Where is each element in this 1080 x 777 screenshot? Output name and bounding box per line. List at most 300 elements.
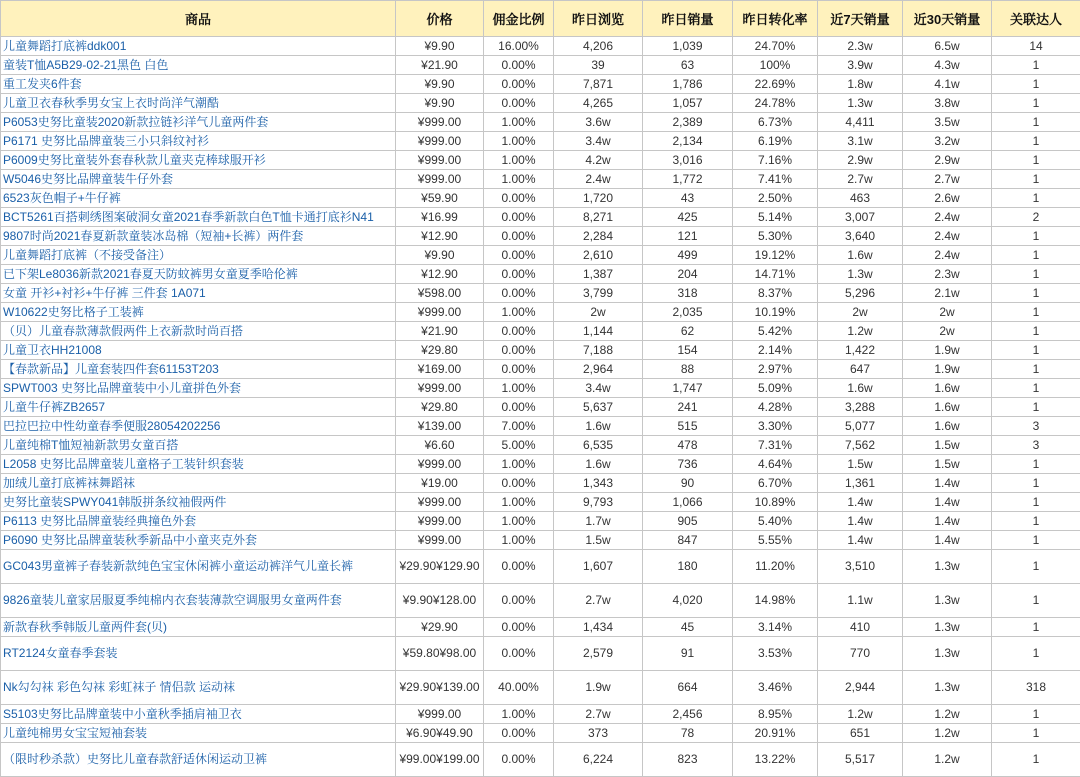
commission-cell: 0.00% xyxy=(484,208,554,227)
sales-7d-cell: 5,296 xyxy=(818,284,903,303)
commission-cell: 40.00% xyxy=(484,671,554,705)
sales-7d-cell: 1.3w xyxy=(818,265,903,284)
influencers-cell: 1 xyxy=(992,189,1080,208)
product-name-cell xyxy=(1,56,396,75)
commission-cell: 0.00% xyxy=(484,637,554,671)
views-cell: 3.6w xyxy=(554,113,643,132)
views-cell: 4,265 xyxy=(554,94,643,113)
product-link[interactable]: Nk勾勾袜 彩色勾袜 彩虹袜子 情侣款 运动袜 xyxy=(3,680,235,694)
product-name-cell xyxy=(1,531,396,550)
header-sales[interactable]: 昨日销量 xyxy=(643,1,733,37)
commission-cell: 0.00% xyxy=(484,360,554,379)
product-link[interactable]: P6113 史努比品牌童装经典撞色外套 xyxy=(3,514,196,528)
product-name-cell xyxy=(1,227,396,246)
table-row xyxy=(1,208,1080,227)
table-row xyxy=(1,455,1080,474)
sales-30d-cell: 1.2w xyxy=(903,724,992,743)
product-link[interactable]: SPWT003 史努比品牌童装中小儿童拼色外套 xyxy=(3,381,241,395)
views-cell: 2w xyxy=(554,303,643,322)
sales-cell: 823 xyxy=(643,743,733,777)
table-row xyxy=(1,56,1080,75)
sales-7d-cell: 1.2w xyxy=(818,705,903,724)
commission-cell: 0.00% xyxy=(484,246,554,265)
product-name-cell xyxy=(1,75,396,94)
price-cell: ¥999.00 xyxy=(396,303,484,322)
sales-cell: 1,786 xyxy=(643,75,733,94)
sales-30d-cell: 2.7w xyxy=(903,170,992,189)
commission-cell: 0.00% xyxy=(484,618,554,637)
commission-cell: 1.00% xyxy=(484,531,554,550)
sales-7d-cell: 2w xyxy=(818,303,903,322)
sales-30d-cell: 2.4w xyxy=(903,227,992,246)
commission-cell: 1.00% xyxy=(484,379,554,398)
views-cell: 4.2w xyxy=(554,151,643,170)
sales-30d-cell: 3.5w xyxy=(903,113,992,132)
product-name-cell xyxy=(1,724,396,743)
commission-cell: 1.00% xyxy=(484,303,554,322)
product-link[interactable]: GC043男童裤子春装新款纯色宝宝休闲裤小童运动裤洋气儿童长裤 xyxy=(3,559,353,573)
sales-cell: 88 xyxy=(643,360,733,379)
sales-cell: 1,747 xyxy=(643,379,733,398)
commission-cell: 0.00% xyxy=(484,474,554,493)
price-cell: ¥999.00 xyxy=(396,455,484,474)
sales-30d-cell: 1.6w xyxy=(903,417,992,436)
price-cell: ¥9.90 xyxy=(396,94,484,113)
sales-30d-cell: 1.3w xyxy=(903,637,992,671)
conversion-cell: 24.70% xyxy=(733,37,818,56)
conversion-cell: 6.19% xyxy=(733,132,818,151)
commission-cell: 0.00% xyxy=(484,322,554,341)
product-name-cell xyxy=(1,37,396,56)
price-cell: ¥21.90 xyxy=(396,322,484,341)
influencers-cell: 1 xyxy=(992,724,1080,743)
conversion-cell: 3.14% xyxy=(733,618,818,637)
sales-cell: 90 xyxy=(643,474,733,493)
price-cell: ¥999.00 xyxy=(396,705,484,724)
price-cell: ¥9.90¥128.00 xyxy=(396,584,484,618)
conversion-cell: 100% xyxy=(733,56,818,75)
views-cell: 5,637 xyxy=(554,398,643,417)
price-cell: ¥29.90 xyxy=(396,618,484,637)
header-commission[interactable]: 佣金比例 xyxy=(484,1,554,37)
table-row xyxy=(1,265,1080,284)
views-cell: 1,720 xyxy=(554,189,643,208)
price-cell: ¥999.00 xyxy=(396,170,484,189)
table-row xyxy=(1,417,1080,436)
table-row xyxy=(1,322,1080,341)
table-row xyxy=(1,474,1080,493)
influencers-cell: 1 xyxy=(992,246,1080,265)
views-cell: 1.9w xyxy=(554,671,643,705)
commission-cell: 0.00% xyxy=(484,398,554,417)
sales-30d-cell: 1.3w xyxy=(903,618,992,637)
product-link[interactable]: P6171 史努比品牌童装三小只斜纹衬衫 xyxy=(3,134,209,148)
product-name-cell xyxy=(1,417,396,436)
sales-30d-cell: 1.4w xyxy=(903,512,992,531)
sales-cell: 154 xyxy=(643,341,733,360)
table-row xyxy=(1,671,1080,705)
sales-7d-cell: 1.5w xyxy=(818,455,903,474)
product-link[interactable]: P6090 史努比品牌童装秋季新品中小童夹克外套 xyxy=(3,533,257,547)
product-link[interactable]: 史努比童装SPWY041韩版拼条纹袖假两件 xyxy=(3,495,226,509)
product-name-cell xyxy=(1,341,396,360)
sales-cell: 2,389 xyxy=(643,113,733,132)
product-name-cell xyxy=(1,493,396,512)
conversion-cell: 8.37% xyxy=(733,284,818,303)
influencers-cell: 1 xyxy=(992,75,1080,94)
sales-7d-cell: 1,422 xyxy=(818,341,903,360)
table-row xyxy=(1,705,1080,724)
influencers-cell: 1 xyxy=(992,227,1080,246)
product-link[interactable]: RT2124女童春季套装 xyxy=(3,646,117,660)
conversion-cell: 5.14% xyxy=(733,208,818,227)
table-row xyxy=(1,379,1080,398)
influencers-cell: 1 xyxy=(992,743,1080,777)
product-name-cell xyxy=(1,705,396,724)
sales-7d-cell: 3,007 xyxy=(818,208,903,227)
influencers-cell: 1 xyxy=(992,341,1080,360)
price-cell: ¥59.80¥98.00 xyxy=(396,637,484,671)
sales-30d-cell: 1.2w xyxy=(903,743,992,777)
views-cell: 2.4w xyxy=(554,170,643,189)
sales-7d-cell: 5,517 xyxy=(818,743,903,777)
table-row xyxy=(1,94,1080,113)
product-link[interactable]: 女童 开衫+衬衫+牛仔裤 三件套 1A071 xyxy=(3,286,206,300)
commission-cell: 0.00% xyxy=(484,265,554,284)
sales-7d-cell: 651 xyxy=(818,724,903,743)
price-cell: ¥999.00 xyxy=(396,379,484,398)
sales-7d-cell: 2.7w xyxy=(818,170,903,189)
price-cell: ¥12.90 xyxy=(396,227,484,246)
product-link[interactable]: W10622史努比格子工装裤 xyxy=(3,305,144,319)
sales-30d-cell: 2w xyxy=(903,322,992,341)
commission-cell: 0.00% xyxy=(484,743,554,777)
sales-7d-cell: 1,361 xyxy=(818,474,903,493)
sales-30d-cell: 2.1w xyxy=(903,284,992,303)
product-name-cell xyxy=(1,284,396,303)
conversion-cell: 24.78% xyxy=(733,94,818,113)
product-link[interactable]: BCT5261百搭刺绣图案破洞女童2021春季新款白色T恤卡通打底衫N41 xyxy=(3,210,374,224)
views-cell: 1.5w xyxy=(554,531,643,550)
product-link[interactable]: 【春款新品】儿童套装四件套61153T203 xyxy=(3,362,219,376)
sales-30d-cell: 1.9w xyxy=(903,341,992,360)
product-name-cell xyxy=(1,550,396,584)
influencers-cell: 1 xyxy=(992,474,1080,493)
influencers-cell: 1 xyxy=(992,705,1080,724)
commission-cell: 0.00% xyxy=(484,189,554,208)
header-sales-30d[interactable]: 近30天销量 xyxy=(903,1,992,37)
sales-cell: 664 xyxy=(643,671,733,705)
commission-cell: 0.00% xyxy=(484,341,554,360)
commission-cell: 1.00% xyxy=(484,493,554,512)
influencers-cell: 1 xyxy=(992,618,1080,637)
product-name-cell xyxy=(1,132,396,151)
influencers-cell: 1 xyxy=(992,550,1080,584)
sales-7d-cell: 410 xyxy=(818,618,903,637)
table-row xyxy=(1,151,1080,170)
table-row xyxy=(1,246,1080,265)
sales-30d-cell: 6.5w xyxy=(903,37,992,56)
product-name-cell xyxy=(1,436,396,455)
influencers-cell: 1 xyxy=(992,322,1080,341)
views-cell: 6,224 xyxy=(554,743,643,777)
product-link[interactable]: 已下架Le8036新款2021春夏天防蚊裤男女童夏季哈伦裤 xyxy=(3,267,298,281)
influencers-cell: 1 xyxy=(992,94,1080,113)
price-cell: ¥29.80 xyxy=(396,398,484,417)
product-link[interactable]: 儿童舞蹈打底裤（不接受备注） xyxy=(3,248,171,262)
product-link[interactable]: 重工发夹6件套 xyxy=(3,77,82,91)
table-row xyxy=(1,493,1080,512)
commission-cell: 1.00% xyxy=(484,113,554,132)
sales-cell: 905 xyxy=(643,512,733,531)
price-cell: ¥999.00 xyxy=(396,132,484,151)
product-link[interactable]: L2058 史努比品牌童装儿童格子工装针织套装 xyxy=(3,457,244,471)
commission-cell: 1.00% xyxy=(484,455,554,474)
table-row xyxy=(1,227,1080,246)
sales-30d-cell: 3.2w xyxy=(903,132,992,151)
influencers-cell: 2 xyxy=(992,208,1080,227)
sales-30d-cell: 2.6w xyxy=(903,189,992,208)
table-row xyxy=(1,341,1080,360)
product-link[interactable]: 巴拉巴拉中性幼童春季便服28054202256 xyxy=(3,419,220,433)
product-link[interactable]: 儿童卫衣HH21008 xyxy=(3,343,102,357)
influencers-cell: 1 xyxy=(992,398,1080,417)
sales-30d-cell: 1.3w xyxy=(903,584,992,618)
product-link[interactable]: （限时秒杀款）史努比儿童春款舒适休闲运动卫裤 xyxy=(3,752,267,766)
header-product[interactable]: 商品 xyxy=(1,1,396,37)
table-header-row xyxy=(1,1,1080,37)
table-row xyxy=(1,618,1080,637)
product-link[interactable]: 9826童装儿童家居服夏季纯棉内衣套装薄款空调服男女童两件套 xyxy=(3,593,342,607)
sales-cell: 478 xyxy=(643,436,733,455)
price-cell: ¥16.99 xyxy=(396,208,484,227)
table-row xyxy=(1,637,1080,671)
price-cell: ¥9.90 xyxy=(396,75,484,94)
sales-cell: 62 xyxy=(643,322,733,341)
sales-cell: 1,057 xyxy=(643,94,733,113)
influencers-cell: 1 xyxy=(992,360,1080,379)
views-cell: 1,144 xyxy=(554,322,643,341)
table-row xyxy=(1,550,1080,584)
commission-cell: 0.00% xyxy=(484,56,554,75)
sales-cell: 499 xyxy=(643,246,733,265)
table-row xyxy=(1,170,1080,189)
header-influencers[interactable]: 关联达人 xyxy=(992,1,1080,37)
product-link[interactable]: 儿童牛仔裤ZB2657 xyxy=(3,400,105,414)
views-cell: 1,343 xyxy=(554,474,643,493)
conversion-cell: 14.71% xyxy=(733,265,818,284)
product-link[interactable]: 童装T恤A5B29-02-21黑色 白色 xyxy=(3,58,168,72)
sales-7d-cell: 1.4w xyxy=(818,493,903,512)
sales-30d-cell: 2.3w xyxy=(903,265,992,284)
conversion-cell: 4.28% xyxy=(733,398,818,417)
product-link[interactable]: 儿童纯棉男女宝宝短袖套装 xyxy=(3,726,147,740)
sales-7d-cell: 1.6w xyxy=(818,379,903,398)
table-row xyxy=(1,724,1080,743)
views-cell: 1.6w xyxy=(554,417,643,436)
views-cell: 2,579 xyxy=(554,637,643,671)
influencers-cell: 1 xyxy=(992,303,1080,322)
sales-cell: 204 xyxy=(643,265,733,284)
product-link[interactable]: 儿童卫衣春秋季男女宝上衣时尚洋气潮酷 xyxy=(3,96,219,110)
product-link[interactable]: 儿童舞蹈打底裤ddk001 xyxy=(3,39,126,53)
product-link[interactable]: S5103史努比品牌童装中小童秋季插肩袖卫衣 xyxy=(3,707,242,721)
product-name-cell xyxy=(1,94,396,113)
price-cell: ¥9.90 xyxy=(396,37,484,56)
conversion-cell: 22.69% xyxy=(733,75,818,94)
product-name-cell xyxy=(1,151,396,170)
table-row xyxy=(1,531,1080,550)
views-cell: 39 xyxy=(554,56,643,75)
sales-cell: 425 xyxy=(643,208,733,227)
influencers-cell: 1 xyxy=(992,493,1080,512)
sales-7d-cell: 5,077 xyxy=(818,417,903,436)
product-link[interactable]: 儿童纯棉T恤短袖新款男女童百搭 xyxy=(3,438,178,452)
commission-cell: 1.00% xyxy=(484,170,554,189)
product-link[interactable]: 加绒儿童打底裤袜舞蹈袜 xyxy=(3,476,135,490)
influencers-cell: 1 xyxy=(992,113,1080,132)
conversion-cell: 11.20% xyxy=(733,550,818,584)
product-link[interactable]: 6523灰色帽子+牛仔裤 xyxy=(3,191,121,205)
sales-7d-cell: 3,288 xyxy=(818,398,903,417)
price-cell: ¥19.00 xyxy=(396,474,484,493)
sales-7d-cell: 1.8w xyxy=(818,75,903,94)
price-cell: ¥29.80 xyxy=(396,341,484,360)
influencers-cell: 1 xyxy=(992,531,1080,550)
sales-7d-cell: 2.9w xyxy=(818,151,903,170)
product-name-cell xyxy=(1,322,396,341)
price-cell: ¥999.00 xyxy=(396,512,484,531)
influencers-cell: 1 xyxy=(992,455,1080,474)
commission-cell: 0.00% xyxy=(484,94,554,113)
sales-7d-cell: 3.1w xyxy=(818,132,903,151)
product-name-cell xyxy=(1,208,396,227)
header-views[interactable]: 昨日浏览 xyxy=(554,1,643,37)
sales-30d-cell: 1.4w xyxy=(903,531,992,550)
sales-cell: 2,134 xyxy=(643,132,733,151)
header-price[interactable]: 价格 xyxy=(396,1,484,37)
sales-30d-cell: 4.3w xyxy=(903,56,992,75)
influencers-cell: 1 xyxy=(992,379,1080,398)
sales-30d-cell: 4.1w xyxy=(903,75,992,94)
sales-7d-cell: 1.3w xyxy=(818,94,903,113)
sales-cell: 318 xyxy=(643,284,733,303)
views-cell: 6,535 xyxy=(554,436,643,455)
header-conversion[interactable]: 昨日转化率 xyxy=(733,1,818,37)
product-link[interactable]: （贝）儿童春款薄款假两件上衣新款时尚百搭 xyxy=(3,324,243,338)
product-link[interactable]: 新款春秋季韩版儿童两件套(贝) xyxy=(3,620,167,634)
conversion-cell: 5.40% xyxy=(733,512,818,531)
table-row xyxy=(1,284,1080,303)
sales-30d-cell: 2w xyxy=(903,303,992,322)
commission-cell: 0.00% xyxy=(484,724,554,743)
commission-cell: 1.00% xyxy=(484,151,554,170)
sales-30d-cell: 1.3w xyxy=(903,550,992,584)
price-cell: ¥139.00 xyxy=(396,417,484,436)
conversion-cell: 20.91% xyxy=(733,724,818,743)
sales-cell: 736 xyxy=(643,455,733,474)
sales-7d-cell: 1.1w xyxy=(818,584,903,618)
sales-7d-cell: 1.4w xyxy=(818,531,903,550)
table-row xyxy=(1,512,1080,531)
sales-7d-cell: 1.4w xyxy=(818,512,903,531)
sales-7d-cell: 3,510 xyxy=(818,550,903,584)
product-link[interactable]: P6053史努比童装2020新款拉链衫洋气儿童两件套 xyxy=(3,115,268,129)
table-row xyxy=(1,303,1080,322)
sales-30d-cell: 1.5w xyxy=(903,455,992,474)
sales-cell: 3,016 xyxy=(643,151,733,170)
table-row xyxy=(1,436,1080,455)
conversion-cell: 3.53% xyxy=(733,637,818,671)
price-cell: ¥169.00 xyxy=(396,360,484,379)
conversion-cell: 2.97% xyxy=(733,360,818,379)
header-sales-7d[interactable]: 近7天销量 xyxy=(818,1,903,37)
price-cell: ¥999.00 xyxy=(396,151,484,170)
conversion-cell: 2.14% xyxy=(733,341,818,360)
sales-7d-cell: 4,411 xyxy=(818,113,903,132)
conversion-cell: 2.50% xyxy=(733,189,818,208)
product-name-cell xyxy=(1,671,396,705)
sales-7d-cell: 463 xyxy=(818,189,903,208)
conversion-cell: 7.31% xyxy=(733,436,818,455)
sales-7d-cell: 3.9w xyxy=(818,56,903,75)
product-link[interactable]: P6009史努比童装外套春秋款儿童夹克棒球服开衫 xyxy=(3,153,266,167)
product-name-cell xyxy=(1,303,396,322)
views-cell: 1,607 xyxy=(554,550,643,584)
influencers-cell: 318 xyxy=(992,671,1080,705)
sales-cell: 1,772 xyxy=(643,170,733,189)
conversion-cell: 19.12% xyxy=(733,246,818,265)
sales-cell: 45 xyxy=(643,618,733,637)
sales-cell: 1,066 xyxy=(643,493,733,512)
price-cell: ¥6.60 xyxy=(396,436,484,455)
sales-30d-cell: 2.4w xyxy=(903,208,992,227)
sales-30d-cell: 1.9w xyxy=(903,360,992,379)
sales-7d-cell: 1.2w xyxy=(818,322,903,341)
product-link[interactable]: 9807时尚2021春夏新款童装冰岛棉（短袖+长裤）两件套 xyxy=(3,229,303,243)
conversion-cell: 6.73% xyxy=(733,113,818,132)
product-name-cell xyxy=(1,189,396,208)
sales-30d-cell: 1.6w xyxy=(903,398,992,417)
sales-30d-cell: 1.4w xyxy=(903,493,992,512)
views-cell: 4,206 xyxy=(554,37,643,56)
views-cell: 2,964 xyxy=(554,360,643,379)
price-cell: ¥598.00 xyxy=(396,284,484,303)
sales-7d-cell: 2.3w xyxy=(818,37,903,56)
influencers-cell: 1 xyxy=(992,637,1080,671)
influencers-cell: 3 xyxy=(992,436,1080,455)
product-link[interactable]: W5046史努比品牌童装牛仔外套 xyxy=(3,172,173,186)
sales-30d-cell: 1.2w xyxy=(903,705,992,724)
price-cell: ¥21.90 xyxy=(396,56,484,75)
commission-cell: 1.00% xyxy=(484,512,554,531)
sales-cell: 2,456 xyxy=(643,705,733,724)
sales-cell: 4,020 xyxy=(643,584,733,618)
conversion-cell: 5.42% xyxy=(733,322,818,341)
sales-cell: 2,035 xyxy=(643,303,733,322)
price-cell: ¥29.90¥129.90 xyxy=(396,550,484,584)
price-cell: ¥999.00 xyxy=(396,113,484,132)
sales-30d-cell: 1.4w xyxy=(903,474,992,493)
product-name-cell xyxy=(1,113,396,132)
commission-cell: 0.00% xyxy=(484,584,554,618)
conversion-cell: 10.89% xyxy=(733,493,818,512)
views-cell: 2.7w xyxy=(554,584,643,618)
sales-cell: 63 xyxy=(643,56,733,75)
product-name-cell xyxy=(1,584,396,618)
sales-cell: 43 xyxy=(643,189,733,208)
influencers-cell: 1 xyxy=(992,512,1080,531)
